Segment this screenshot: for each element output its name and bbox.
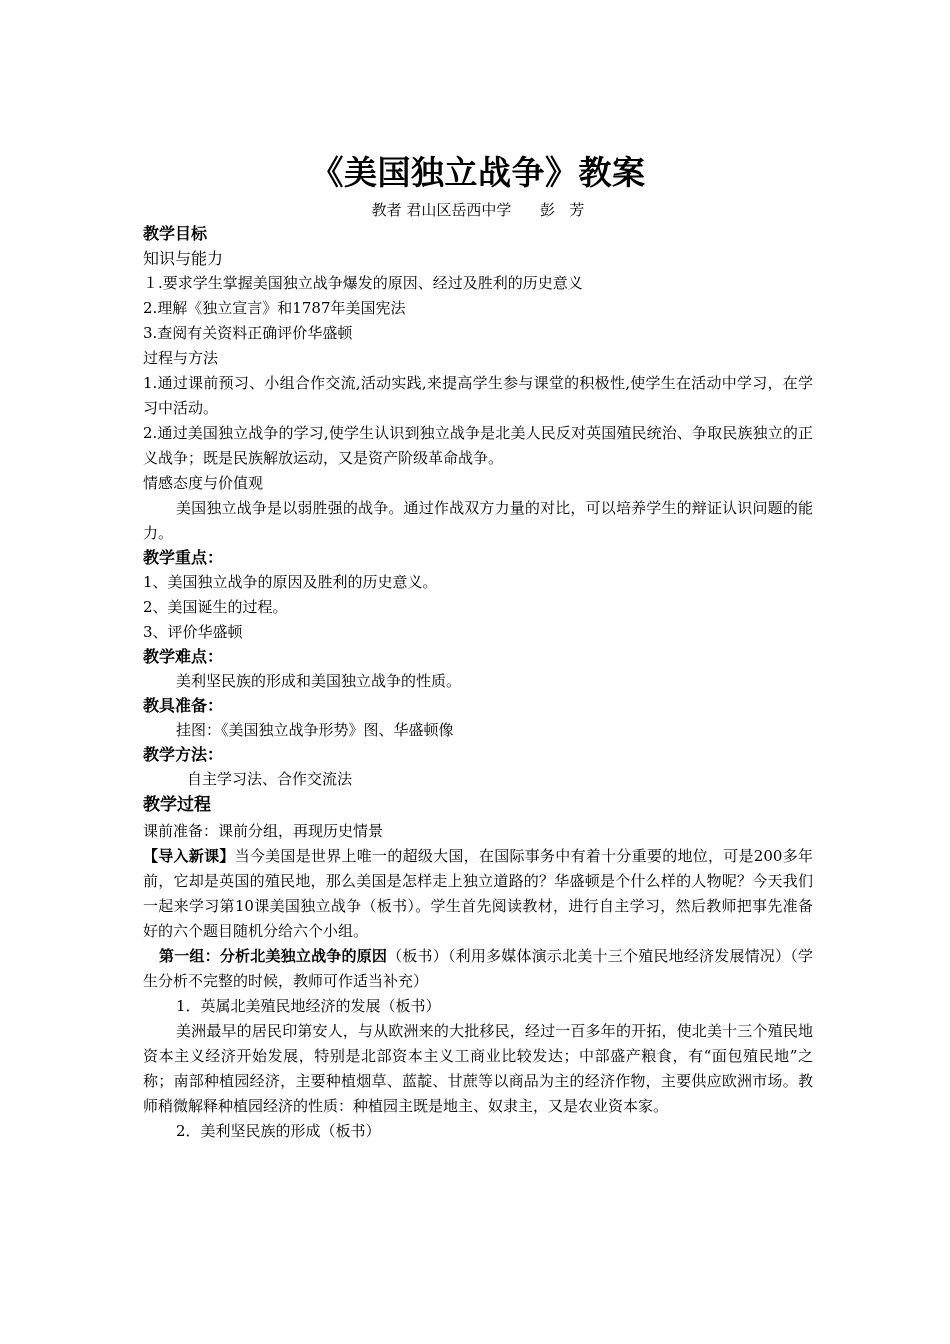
emotion-heading: 情感态度与价值观	[143, 474, 264, 492]
process2-heading: 教学过程	[143, 795, 211, 815]
difficult-heading: 教学难点：	[143, 647, 224, 666]
tools-heading: 教具准备：	[143, 696, 224, 715]
goals-heading: 教学目标	[143, 224, 208, 243]
document-page	[143, 150, 813, 1144]
author-line: 教者 君山区岳西中学 彭 芳	[371, 201, 585, 219]
group1-label: 第一组：分析北美独立战争的原因	[159, 947, 388, 965]
method-text: 自主学习法、合作交流法	[187, 770, 353, 788]
point2-heading: 2．美利坚民族的形成（板书）	[176, 1122, 381, 1140]
knowledge-heading: 知识与能力	[143, 249, 224, 268]
point1-heading: 1．英属北美殖民地经济的发展（板书）	[176, 997, 441, 1015]
knowledge-item: １.要求学生掌握美国独立战争爆发的原因、经过及胜利的历史意义	[143, 274, 583, 292]
intro-label: 【导入新课】	[143, 847, 235, 865]
group1-paragraph	[143, 944, 813, 994]
point1-text: 美洲最早的居民印第安人，与从欧洲来的大批移民，经过一百多年的开拓，使北美十三个殖民地资本主义经济开始发展，特别是北部资本主义工商业比较发达；中部盛产粮食，有“面包殖民地”之称；南部种植园经济，主要种植烟草、蓝靛、甘蔗等以商品为主的经济作物，主要供应欧洲市场。教师稍微解释种植园经济的性质：种植园主既是地主、奴隶主，又是农业资本家。	[143, 1022, 813, 1115]
key-item: 1、美国独立战争的原因及胜利的历史意义。	[143, 573, 438, 591]
method-heading: 教学方法：	[143, 745, 224, 764]
intro-text: 当今美国是世界上唯一的超级大国，在国际事务中有着十分重要的地位，可是200多年前，它却是英国的殖民地，那么美国是怎样走上独立道路的？华盛顿是个什么样的人物呢？今天我们一起来学习第10课美国独立战争（板书）。学生首先阅读教材，进行自主学习，然后教师把事先准备好的六个题目随机分给六个小组。	[143, 847, 813, 940]
group1-text: （板书）（利用多媒体演示北美十三个殖民地经济发展情况）（学生分析不完整的时候，教师可作适当补充）	[143, 947, 813, 990]
difficult-text: 美利坚民族的形成和美国独立战争的性质。	[176, 672, 462, 690]
page-title: 《美国独立战争》教案	[310, 153, 646, 192]
emotion-text: 美国独立战争是以弱胜强的战争。通过作战双方力量的对比，可以培养学生的辩证认识问题的能力。	[143, 499, 813, 542]
process-heading: 过程与方法	[143, 349, 219, 367]
knowledge-item: 2.理解《独立宣言》和1787年美国宪法	[143, 299, 406, 317]
tools-text: 挂图：《美国独立战争形势》图、华盛顿像	[176, 721, 454, 739]
key-item: 2、美国诞生的过程。	[143, 598, 288, 616]
knowledge-item: 3.查阅有关资料正确评价华盛顿	[143, 324, 353, 342]
process-item: 2.通过美国独立战争的学习,使学生认识到独立战争是北美人民反对英国殖民统治、争取民族独立的正义战争；既是民族解放运动，又是资产阶级革命战争。	[143, 424, 813, 467]
process-item: 1.通过课前预习、小组合作交流,活动实践,来提高学生参与课堂的积极性,使学生在活动中学习，在学习中活动。	[143, 374, 813, 417]
prep-text: 课前准备：课前分组，再现历史情景	[143, 822, 384, 840]
intro-paragraph	[143, 844, 813, 944]
key-item: 3、评价华盛顿	[143, 623, 243, 641]
key-heading: 教学重点：	[143, 548, 224, 567]
